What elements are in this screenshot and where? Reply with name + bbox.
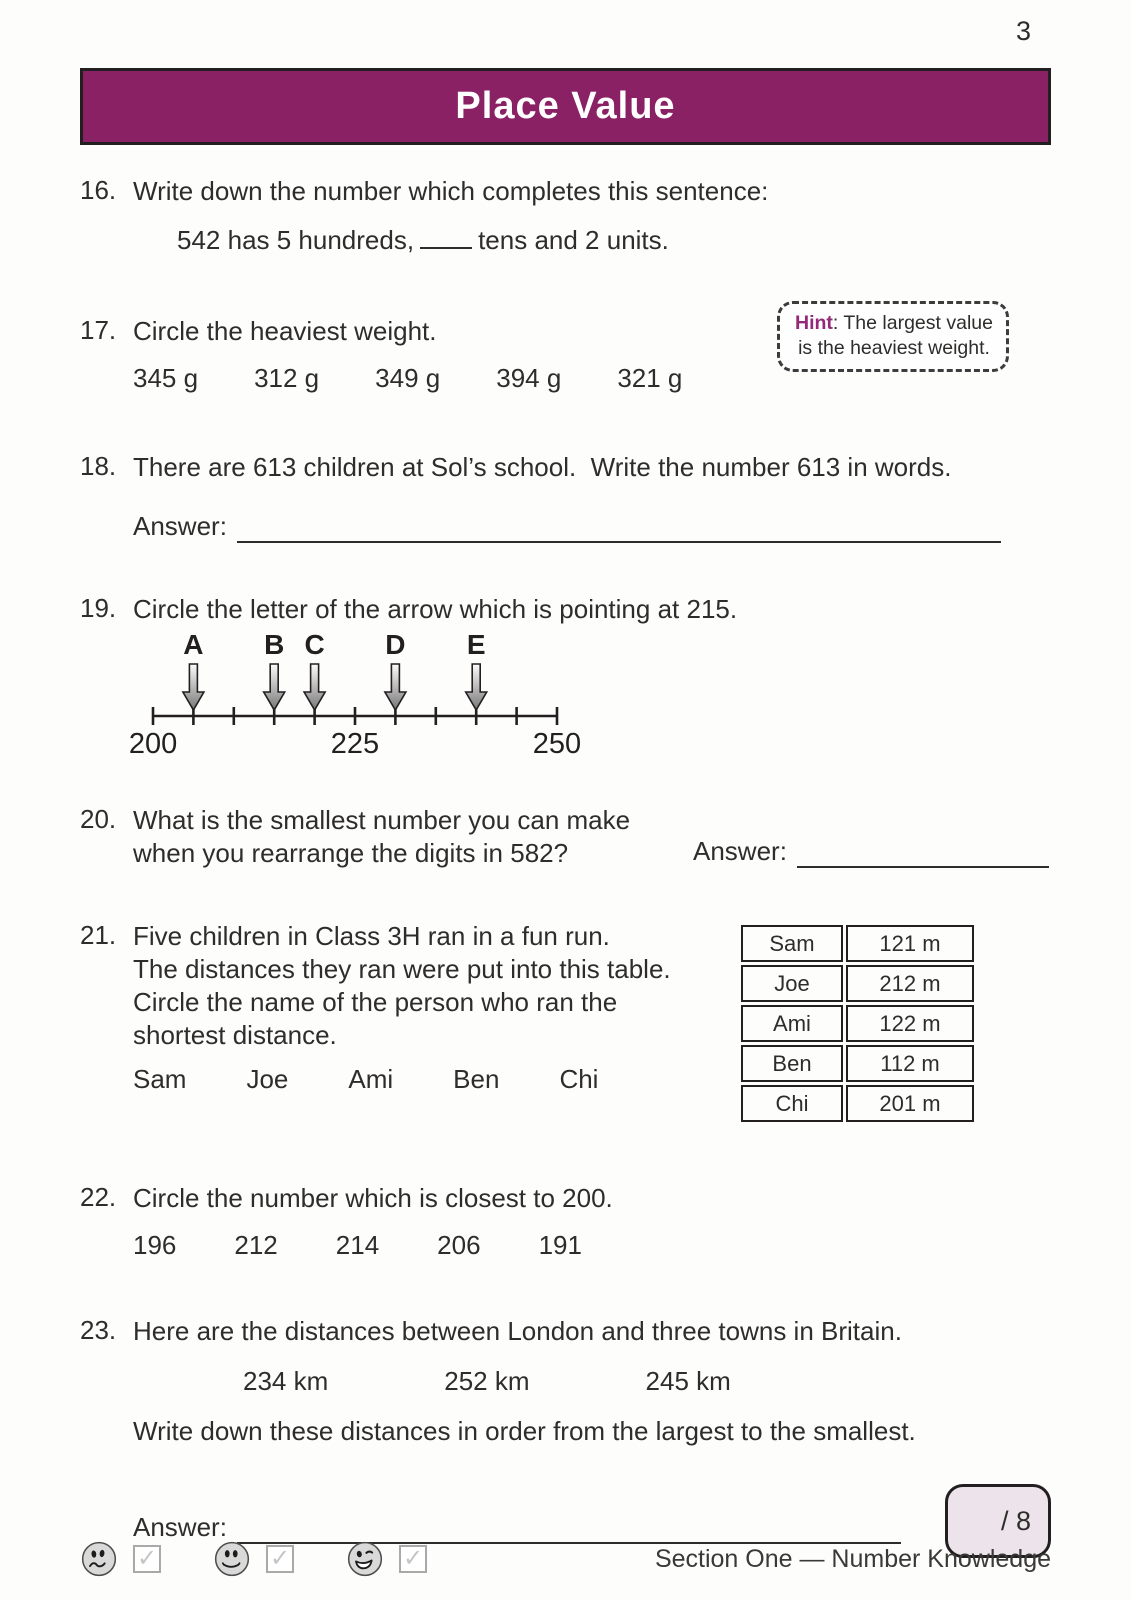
- assessment-checkbox: [399, 1545, 427, 1573]
- question-text: Write down the number which completes this sentence:: [133, 176, 769, 206]
- option-value: 252 km: [444, 1366, 530, 1396]
- pointer-arrow-icon: [466, 664, 487, 710]
- title-banner: [80, 68, 1051, 145]
- runner-name-cell: Joe: [741, 965, 843, 1002]
- arrow-letter: A: [183, 630, 204, 660]
- question-number: 20.: [80, 804, 117, 834]
- option-value: 234 km: [243, 1366, 329, 1396]
- runner-name-cell: Ben: [741, 1045, 843, 1082]
- pointer-arrow-icon: [264, 664, 285, 710]
- number-line-label: 200: [129, 728, 178, 760]
- question-number: 21.: [80, 920, 117, 950]
- number-line-label: 250: [532, 728, 582, 760]
- assessment-option-ok: [213, 1540, 294, 1578]
- runner-name-cell: Sam: [741, 925, 843, 962]
- worksheet-content: [0, 175, 1131, 1544]
- answer-blank: [420, 229, 472, 249]
- assessment-option-confident: [346, 1540, 427, 1578]
- distance-cell: 122 m: [846, 1005, 974, 1042]
- table-row: [741, 965, 974, 1002]
- option-value: 312 g: [254, 363, 320, 393]
- arrow-letter: D: [385, 630, 406, 660]
- distance-values: [243, 1365, 1051, 1398]
- answer-line: [237, 515, 1001, 543]
- question-number: 23.: [80, 1315, 117, 1345]
- question-23: [80, 1315, 1051, 1544]
- table-row: [741, 1085, 974, 1122]
- question-text: [133, 804, 693, 870]
- question-number: 19.: [80, 593, 117, 623]
- fill-in-sentence: [177, 224, 1051, 257]
- hint-text: : The largest value is the heaviest weight.: [798, 312, 993, 359]
- answer-label: Answer:: [133, 1512, 227, 1542]
- page-footer: [80, 1540, 1051, 1578]
- runner-options: [133, 1063, 725, 1096]
- distance-cell: 201 m: [846, 1085, 974, 1122]
- question-text: Here are the distances between London and three towns in Britain.: [133, 1316, 902, 1346]
- question-number: 16.: [80, 175, 117, 205]
- runner-name-cell: Ami: [741, 1005, 843, 1042]
- assessment-checkbox: [133, 1545, 161, 1573]
- pointer-arrow-icon: [304, 664, 325, 710]
- question-text-line1: What is the smallest number you can make: [133, 805, 631, 835]
- question-text-line: Circle the name of the person who ran the: [133, 987, 618, 1017]
- option-value: Sam: [133, 1064, 187, 1094]
- question-17: [80, 312, 1051, 395]
- question-text: There are 613 children at Sol’s school. Write the number 613 in words.: [133, 452, 952, 482]
- arrow-letter: B: [264, 630, 285, 660]
- hint-label: Hint: [795, 312, 833, 334]
- question-text: Circle the letter of the arrow which is pointing at 215.: [133, 594, 738, 624]
- hint-box: [777, 301, 1009, 372]
- question-19: [80, 593, 1051, 768]
- table-row: [741, 925, 974, 962]
- distance-cell: 121 m: [846, 925, 974, 962]
- question-text-line2: when you rearrange the digits in 582?: [133, 838, 569, 868]
- distance-cell: 112 m: [846, 1045, 974, 1082]
- sentence-suffix: tens and 2 units.: [478, 225, 669, 255]
- question-21: [80, 920, 1051, 1125]
- arrow-letter: C: [304, 630, 325, 660]
- score-value: / 8: [1000, 1505, 1031, 1536]
- question-text-line: shortest distance.: [133, 1020, 337, 1050]
- self-assessment-row: [80, 1540, 479, 1578]
- question-text: Circle the heaviest weight.: [133, 316, 437, 346]
- option-value: 206: [437, 1230, 481, 1260]
- option-value: 345 g: [133, 363, 199, 393]
- smile-face-icon: [213, 1540, 251, 1578]
- option-value: Joe: [246, 1064, 289, 1094]
- answer-line: [797, 840, 1049, 868]
- question-text: Circle the number which is closest to 200.: [133, 1183, 613, 1213]
- number-options: [133, 1229, 1051, 1262]
- distance-cell: 212 m: [846, 965, 974, 1002]
- number-line-label: 225: [330, 728, 380, 760]
- option-value: 321 g: [617, 363, 683, 393]
- section-label: Section One — Number Knowledge: [654, 1544, 1051, 1573]
- question-18: [80, 451, 1051, 543]
- option-value: Chi: [559, 1064, 599, 1094]
- option-value: 349 g: [375, 363, 441, 393]
- check-icon: ✓: [402, 1545, 424, 1572]
- check-icon: ✓: [269, 1545, 291, 1572]
- page-title: Place Value: [455, 85, 676, 127]
- option-value: 196: [133, 1230, 177, 1260]
- runners-table: [738, 922, 977, 1125]
- answer-label: Answer:: [693, 836, 787, 866]
- option-value: 245 km: [645, 1366, 731, 1396]
- option-value: 214: [335, 1230, 380, 1260]
- question-number: 17.: [80, 315, 117, 345]
- option-value: 212: [234, 1230, 278, 1260]
- question-text-line: Five children in Class 3H ran in a fun run.: [133, 921, 610, 951]
- option-value: 394 g: [496, 363, 562, 393]
- question-16: [80, 175, 1051, 257]
- arrow-letter: E: [466, 630, 486, 660]
- answer-label: Answer:: [133, 511, 227, 541]
- question-number: 18.: [80, 451, 117, 481]
- instruction-text: Write down these distances in order from the largest to the smallest.: [133, 1416, 916, 1446]
- runner-name-cell: Chi: [741, 1085, 843, 1122]
- question-number: 22.: [80, 1182, 117, 1212]
- pointer-arrow-icon: [385, 664, 406, 710]
- option-value: 191: [538, 1230, 582, 1260]
- sad-face-icon: [80, 1540, 118, 1578]
- check-icon: ✓: [136, 1545, 158, 1572]
- assessment-checkbox: [266, 1545, 294, 1573]
- sentence-prefix: 542 has 5 hundreds,: [177, 225, 415, 255]
- number-line-figure: [129, 630, 589, 760]
- question-text: [133, 920, 725, 1052]
- page-number: 3: [1015, 16, 1031, 46]
- wink-face-icon: [346, 1540, 384, 1578]
- option-value: Ben: [453, 1064, 500, 1094]
- question-22: [80, 1182, 1051, 1262]
- question-20: [80, 804, 1051, 870]
- option-value: Ami: [348, 1064, 394, 1094]
- table-row: [741, 1045, 974, 1082]
- assessment-option-unsure: [80, 1540, 161, 1578]
- pointer-arrow-icon: [183, 664, 204, 710]
- question-text-line: The distances they ran were put into this table.: [133, 954, 671, 984]
- table-row: [741, 1005, 974, 1042]
